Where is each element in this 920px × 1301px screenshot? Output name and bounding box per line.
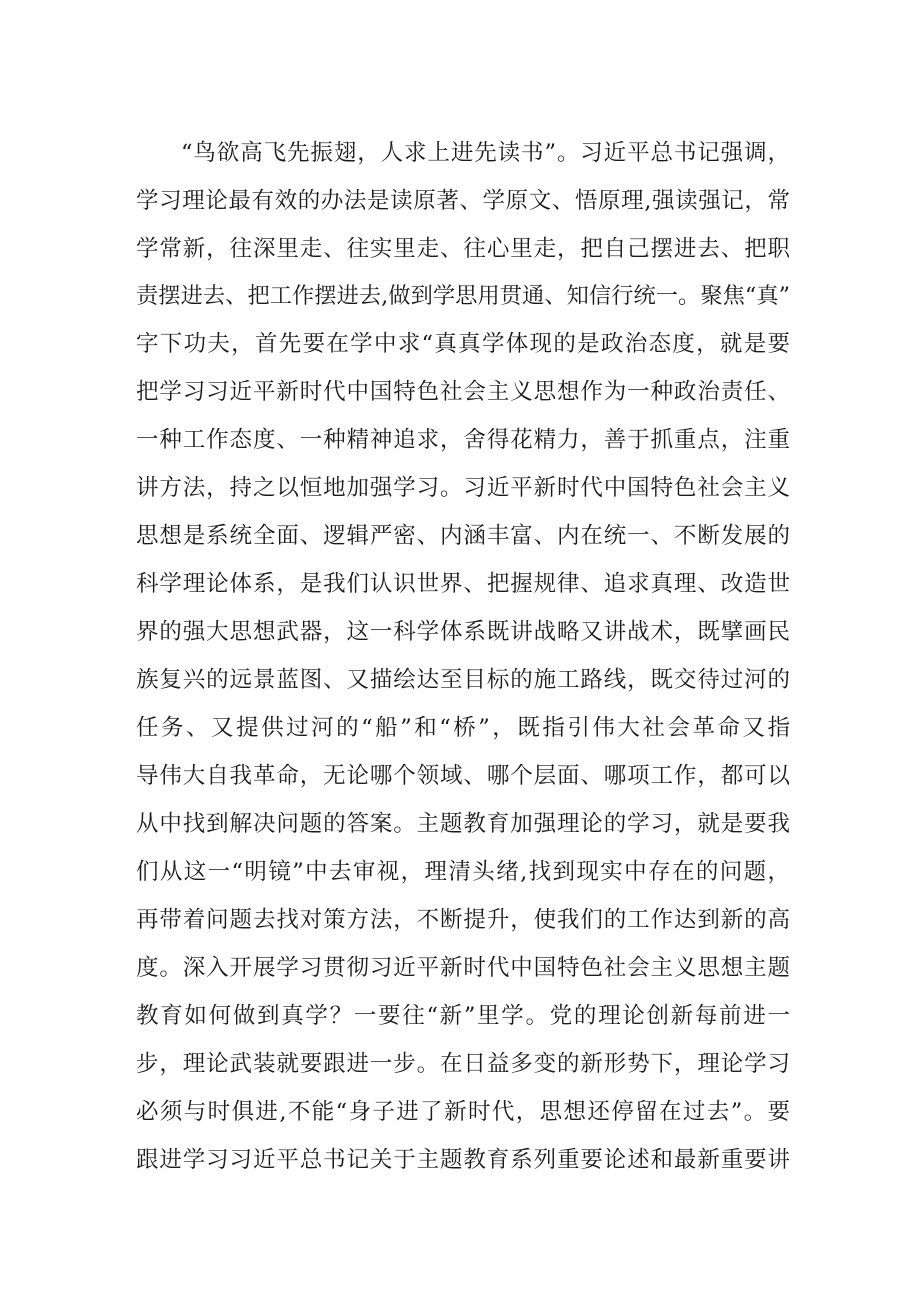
- text-line: 再带着问题去找对策方法，不断提升，使我们的工作达到新的高: [136, 907, 790, 933]
- text-line: 跟进学习习近平总书记关于主题教育系列重要论述和最新重要讲: [136, 1147, 790, 1173]
- text-line: “鸟欲高飞先振翅，人求上进先读书”。习近平总书记强调，: [181, 140, 790, 166]
- text-line: 教育如何做到真学？一要往“新”里学。党的理论创新每前进一: [136, 1003, 790, 1029]
- text-line: 族复兴的远景蓝图、又描绘达至目标的施工路线，既交待过河的: [136, 667, 790, 693]
- text-line: 必须与时俱进,不能“身子进了新时代，思想还停留在过去”。要: [136, 1099, 790, 1125]
- text-line: 任务、又提供过河的“船”和“桥”，既指引伟大社会革命又指: [136, 715, 790, 741]
- text-line: 一种工作态度、一种精神追求，舍得花精力，善于抓重点，注重: [136, 427, 790, 453]
- text-line: 度。深入开展学习贯彻习近平新时代中国特色社会主义思想主题: [136, 955, 790, 981]
- text-line: 导伟大自我革命，无论哪个领域、哪个层面、哪项工作，都可以: [136, 763, 790, 789]
- text-line: 科学理论体系，是我们认识世界、把握规律、追求真理、改造世: [136, 571, 790, 597]
- text-line: 界的强大思想武器，这一科学体系既讲战略又讲战术，既擘画民: [136, 619, 790, 645]
- text-line: 思想是系统全面、逻辑严密、内涵丰富、内在统一、不断发展的: [136, 523, 790, 549]
- text-line: 讲方法，持之以恒地加强学习。习近平新时代中国特色社会主义: [136, 475, 790, 501]
- text-line: 们从这一“明镜”中去审视，理清头绪,找到现实中存在的问题，: [136, 859, 790, 885]
- text-line: 步，理论武装就要跟进一步。在日益多变的新形势下，理论学习: [136, 1051, 790, 1077]
- text-line: 从中找到解决问题的答案。主题教育加强理论的学习，就是要我: [136, 811, 790, 837]
- text-line: 学习理论最有效的办法是读原著、学原文、悟原理,强读强记，常: [136, 188, 790, 214]
- text-line: 把学习习近平新时代中国特色社会主义思想作为一种政治责任、: [136, 379, 790, 405]
- text-line: 学常新，往深里走、往实里走、往心里走，把自己摆进去、把职: [136, 236, 790, 262]
- text-line: 责摆进去、把工作摆进去,做到学思用贯通、知信行统一。聚焦“真”: [136, 283, 790, 309]
- text-line: 字下功夫，首先要在学中求“真真学体现的是政治态度，就是要: [136, 331, 790, 357]
